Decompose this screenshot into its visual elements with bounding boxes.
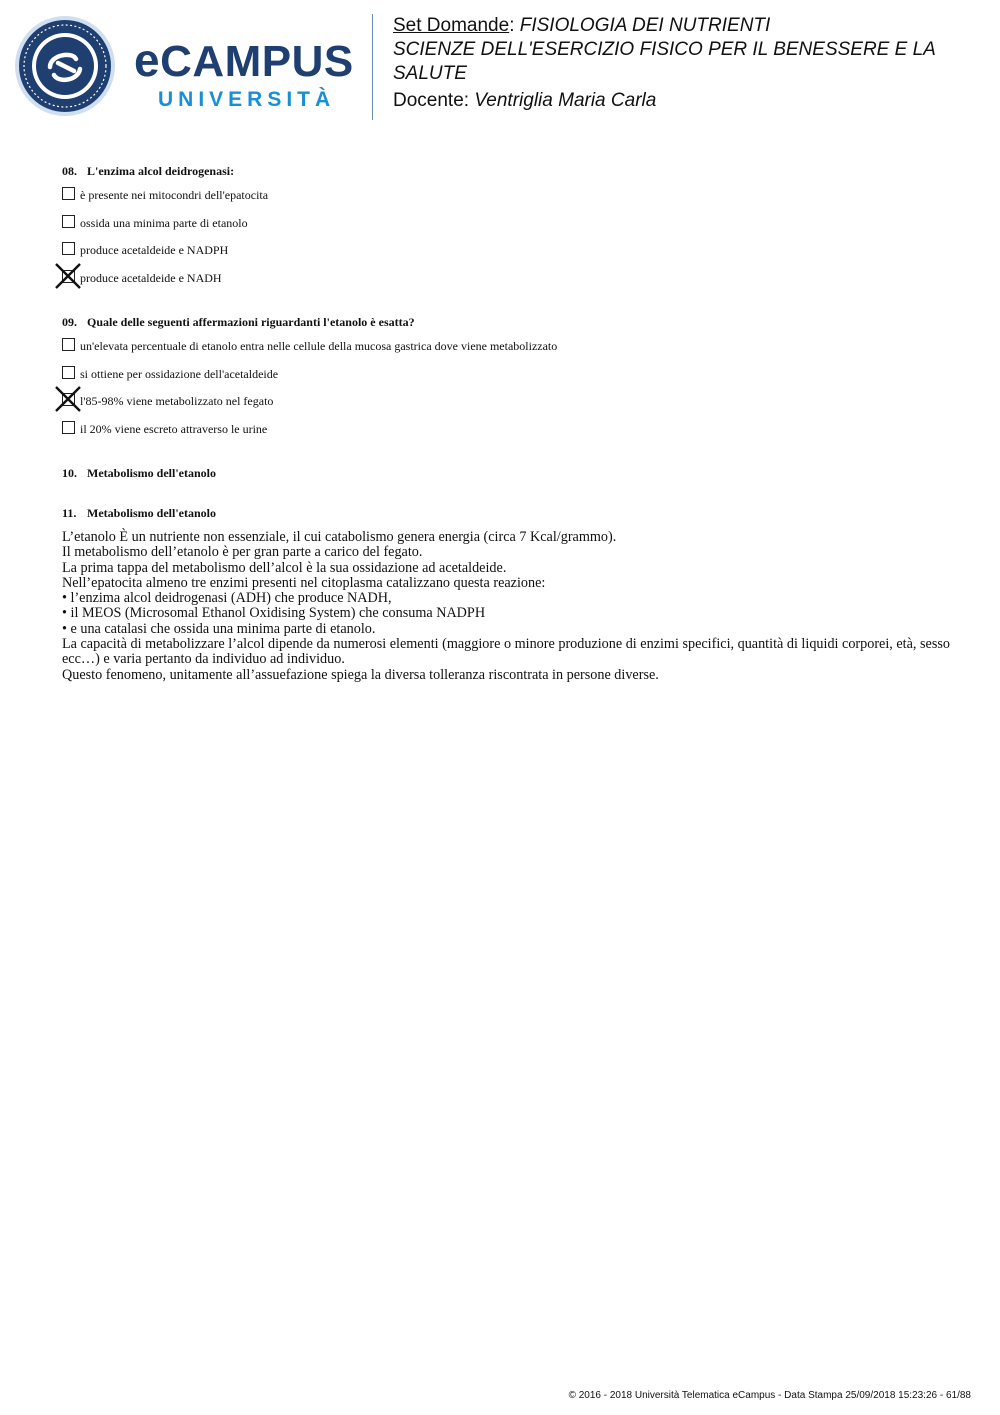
option-text: è presente nei mitocondri dell'epatocita — [80, 188, 269, 202]
answer-option[interactable] — [62, 366, 415, 382]
question-title — [62, 506, 216, 520]
answer-line: • e una catalasi che ossida una minima parte di etanolo. — [62, 620, 376, 637]
question-number: 10. — [62, 466, 77, 480]
header-divider — [372, 14, 373, 120]
checkbox[interactable] — [62, 242, 75, 255]
question-text: Quale delle seguenti affermazioni riguardanti l'etanolo è esatta? — [87, 315, 415, 329]
cross-mark-icon — [54, 385, 82, 413]
answer-option[interactable] — [62, 270, 234, 286]
answer-line: Nell’epatocita almeno tre enzimi presenti nel citoplasma catalizzano questa reazione: — [62, 574, 546, 591]
set-domande-label: Set Domande — [393, 15, 510, 36]
answer-option[interactable] — [62, 393, 415, 409]
question-10 — [62, 466, 216, 489]
question-title — [62, 315, 415, 329]
docente-line — [393, 89, 983, 113]
answer-option[interactable] — [62, 242, 234, 258]
option-text: un'elevata percentuale di etanolo entra nelle cellule della mucosa gastrica dove viene metabolizzato — [80, 339, 558, 353]
answer-text-block — [62, 530, 982, 683]
option-text: ossida una minima parte di etanolo — [80, 215, 248, 230]
question-number: 08. — [62, 164, 77, 178]
answer-line: L’etanolo È un nutriente non essenziale, il cui catabolismo genera energia (circa 7 Kcal/grammo). — [62, 529, 617, 545]
set-separator: : — [509, 15, 520, 36]
question-09 — [62, 315, 558, 448]
question-text: Metabolismo dell'etanolo — [87, 506, 216, 520]
question-08 — [62, 164, 269, 297]
answer-option[interactable] — [62, 187, 269, 203]
checkbox[interactable] — [62, 215, 75, 228]
ecampus-seal-logo-icon — [14, 15, 116, 117]
page-footer: © 2016 - 2018 Università Telematica eCampus - Data Stampa 25/09/2018 15:23:26 - 61/88 — [568, 1390, 971, 1401]
answer-line: • il MEOS (Microsomal Ethanol Oxidising System) che consuma NADPH — [62, 605, 486, 622]
answer-option[interactable] — [62, 338, 558, 354]
course-title: FISIOLOGIA DEI NUTRIENTI — [519, 15, 771, 36]
question-number: 09. — [62, 315, 77, 329]
answer-line: Questo fenomeno, unitamente all’assuefazione spiega la diversa tolleranza riscontrata in persone diverse. — [62, 666, 659, 683]
docente-label: Docente: — [393, 90, 475, 111]
options-list — [62, 187, 269, 286]
question-title — [62, 466, 216, 480]
option-text: produce acetaldeide e NADH — [80, 270, 222, 285]
degree-title: SCIENZE DELL'ESERCIZIO FISICO PER IL BENESSERE E LA SALUTE — [393, 39, 936, 84]
question-title — [62, 164, 234, 178]
answer-line: La capacità di metabolizzare l’alcol dipende da numerosi elementi (maggiore o minore produzione di enzimi specifici, quantità di liquidi corporei, età, sesso ecc…) e varia pertanto da individuo ad individuo. — [62, 636, 950, 668]
cross-mark-icon — [54, 262, 82, 290]
option-text: si ottiene per ossidazione dell'acetaldeide — [80, 366, 279, 381]
ecampus-wordmark: eCAMPUS — [134, 34, 354, 86]
option-text: produce acetaldeide e NADPH — [80, 243, 229, 258]
checkbox[interactable] — [62, 338, 75, 351]
question-11 — [62, 506, 216, 529]
checkbox[interactable] — [62, 187, 75, 200]
question-number: 11. — [62, 506, 77, 520]
header-info — [393, 14, 983, 113]
question-text: L'enzima alcol deidrogenasi: — [87, 164, 235, 178]
ecampus-subtitle: UNIVERSITÀ — [158, 88, 336, 111]
answer-line: Il metabolismo dell’etanolo è per gran parte a carico del fegato. — [62, 544, 423, 561]
options-list — [62, 338, 558, 437]
answer-line: • l’enzima alcol deidrogenasi (ADH) che produce NADH, — [62, 590, 392, 607]
answer-option[interactable] — [62, 215, 248, 231]
question-text: Metabolismo dell'etanolo — [87, 466, 216, 480]
checkbox[interactable] — [62, 366, 75, 379]
docente-name: Ventriglia Maria Carla — [474, 90, 657, 111]
option-text: l'85-98% viene metabolizzato nel fegato — [80, 394, 274, 409]
course-line — [393, 14, 983, 38]
page-header — [0, 0, 1000, 130]
checkbox[interactable] — [62, 421, 75, 434]
option-text: il 20% viene escreto attraverso le urine — [80, 421, 268, 436]
answer-option[interactable] — [62, 421, 415, 437]
answer-line: La prima tappa del metabolismo dell’alcol è la sua ossidazione ad acetaldeide. — [62, 559, 507, 576]
